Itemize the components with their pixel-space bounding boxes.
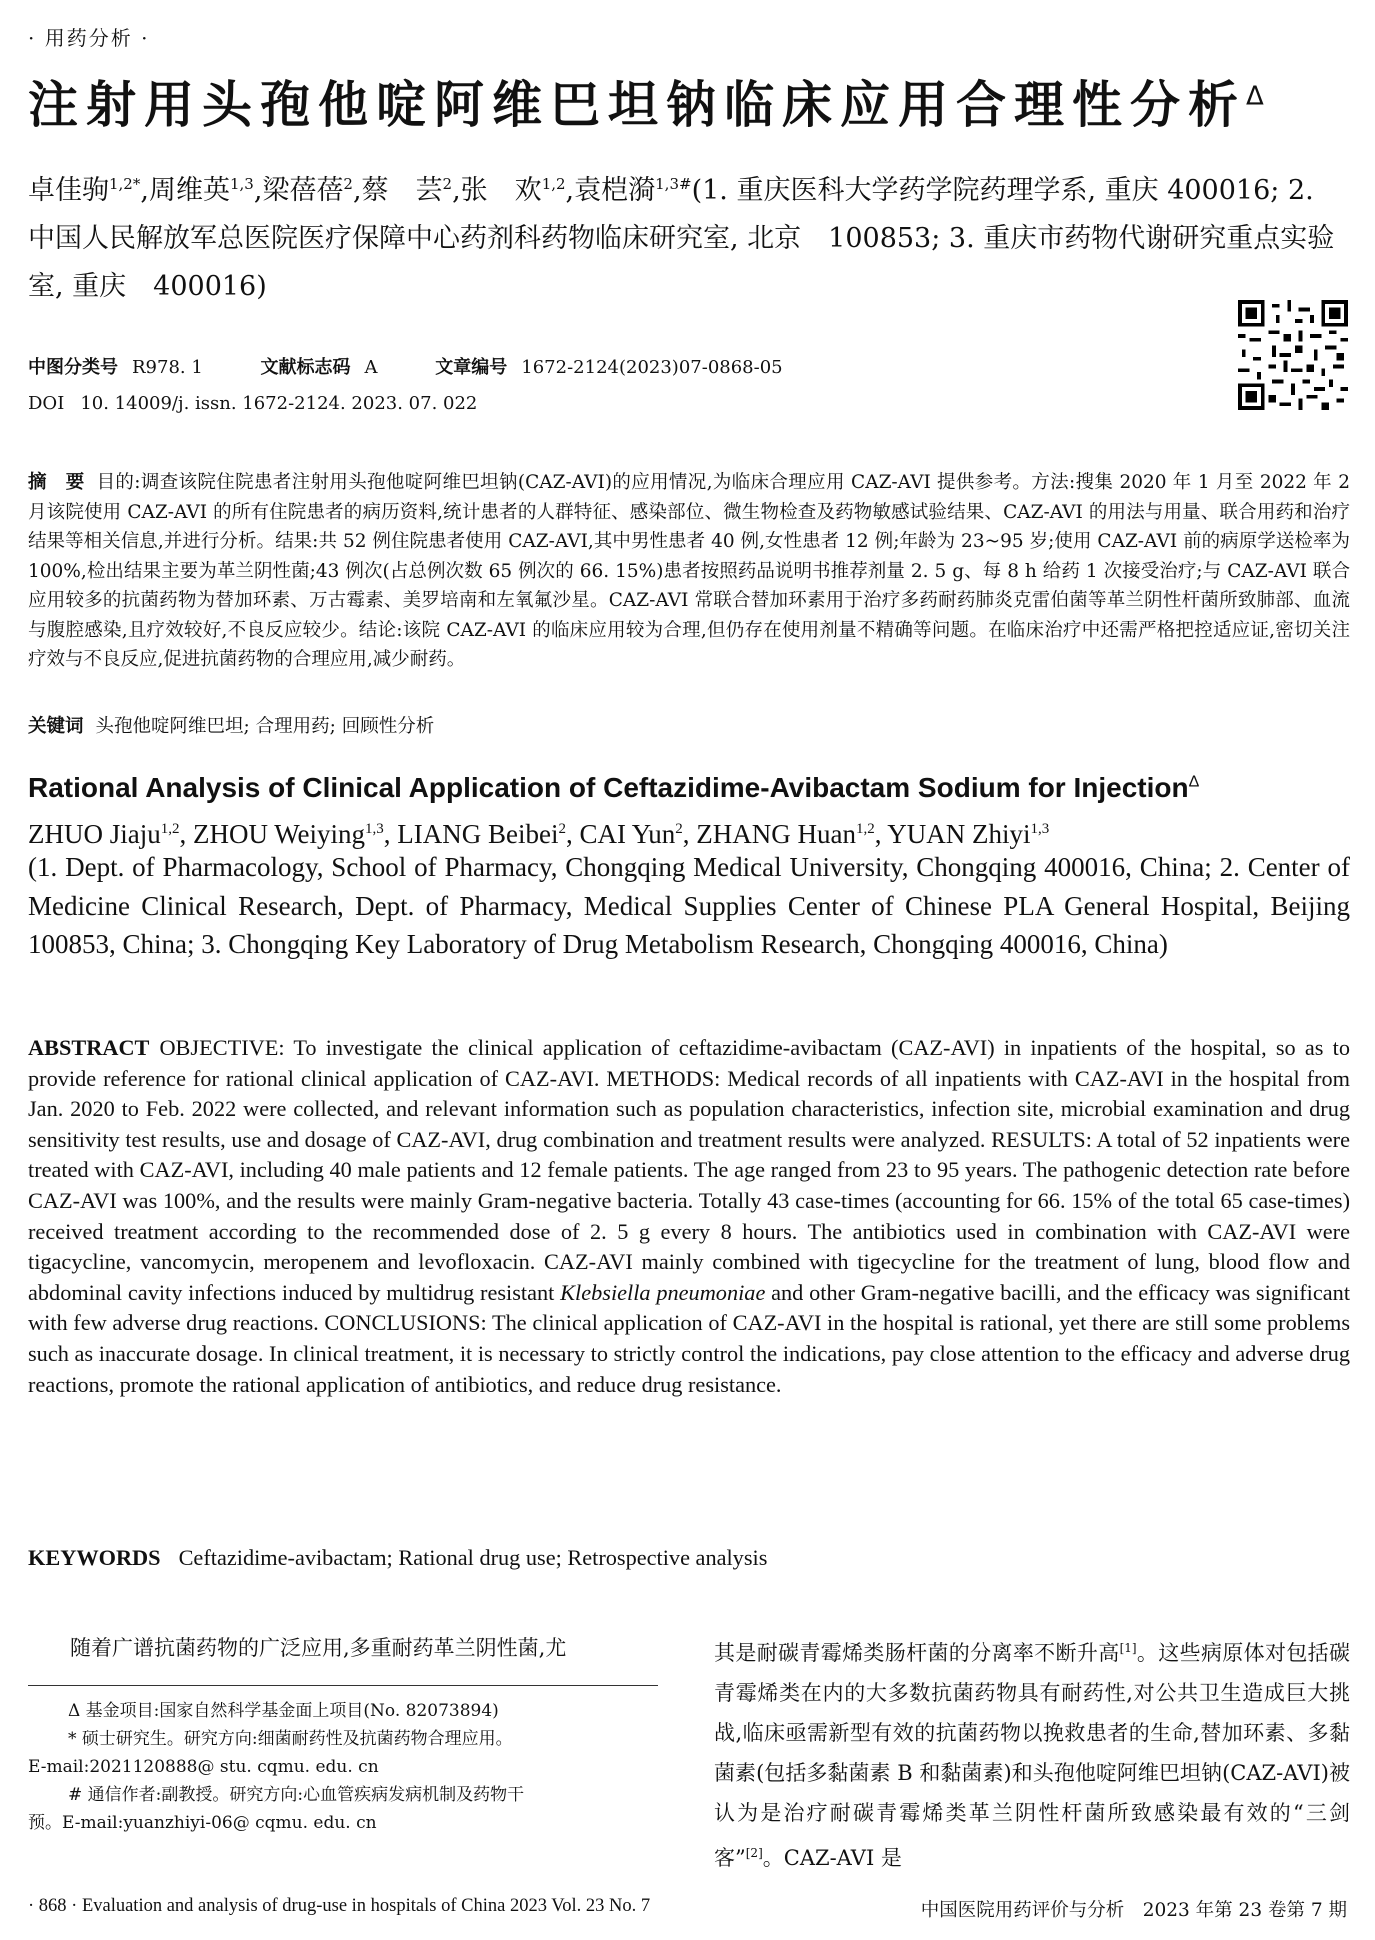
- footer-journal-en: · 868 · Evaluation and analysis of drug-use in hospitals of China 2023 Vol. 23 No. 7: [28, 1896, 651, 1916]
- affiliation-en: (1. Dept. of Pharmacology, School of Pharmacy, Chongqing Medical University, Chongqing 400016, China; 2. Center of Medicine Clinical Research, Dept. of Pharmacy, Medical Supplies Center of Chinese PLA General Hospital, Beijing 100853, China; 3. Chongqing Key Laboratory of Drug Metabolism Research, Chongqing 400016, China): [28, 852, 1350, 959]
- abstract-en-text-1: OBJECTIVE: To investigate the clinical application of ceftazidime-avibactam (CAZ-AVI) in inpatients of the hospital, so as to provide reference for rational clinical application of CAZ-AVI. METHODS: Medical records of all inpatients with CAZ-AVI in the hospital from Jan. 2020 to Feb. 2022 were collected, and relevant information such as population characteristics, infection site, microbial examination and drug sensitivity test results, use and dosage of CAZ-AVI, drug combination and treatment results were analyzed. RESULTS: A total of 52 inpatients were treated with CAZ-AVI, including 40 male patients and 12 female patients. The age ranged from 23 to 95 years. The pathogenic detection rate before CAZ-AVI was 100%, and the results were mainly Gram-negative bacteria. Totally 43 case-times (accounting for 66. 15% of the total 65 case-times) received treatment according to the recommended dose of 2. 5 g every 8 hours. The antibiotics used in combination with CAZ-AVI were tigacycline, vancomycin, meropenem and levofloxacin. CAZ-AVI mainly combined with tigecycline for the treatment of lung, blood flow and abdominal cavity infections induced by multidrug resistant: [28, 1035, 1350, 1305]
- doc-code-label: 文献标志码: [260, 357, 351, 378]
- footnote-corresponding-email: 预。E-mail:yuanzhiyi-06@ cqmu. edu. cn: [28, 1813, 377, 1833]
- keywords-en-label: KEYWORDS: [28, 1545, 161, 1570]
- author-en-5: , YUAN Zhiyi: [874, 819, 1031, 849]
- author-en-affil-mark-2: 2: [558, 821, 567, 837]
- footnote-first-author: * 硕士研究生。研究方向:细菌耐药性及抗菌药物合理应用。: [68, 1729, 513, 1749]
- title-footnote-mark: Δ: [1246, 81, 1272, 112]
- abstract-en: [28, 1033, 1350, 1400]
- abstract-cn: [28, 468, 1350, 675]
- english-title-text: Rational Analysis of Clinical Application of Ceftazidime-Avibactam Sodium for Injection: [28, 772, 1189, 803]
- keywords-cn-text: 头孢他啶阿维巴坦; 合理用药; 回顾性分析: [95, 716, 435, 737]
- abstract-cn-label: 摘 要: [28, 472, 85, 493]
- author-en-1: , ZHOU Weiying: [179, 819, 366, 849]
- body-right-text-3: 。CAZ-AVI 是: [762, 1846, 902, 1870]
- doi-value: 10. 14009/j. issn. 1672-2124. 2023. 07. 022: [80, 393, 478, 414]
- author-cn-5: ,袁桤漪: [565, 175, 656, 206]
- footnote-fund: Δ 基金项目:国家自然科学基金面上项目(No. 82073894): [68, 1701, 499, 1721]
- keywords-en-text: Ceftazidime-avibactam; Rational drug use; Retrospective analysis: [178, 1545, 768, 1570]
- affiliation-cn: (1. 重庆医科大学药学院药理学系, 重庆 400016; 2. 中国人民解放军总医院医疗保障中心药剂科药物临床研究室, 北京 100853; 3. 重庆市药物代谢研究重点实验室, 重庆 400016): [28, 175, 1335, 302]
- author-en-affil-mark-0: 1,2: [160, 821, 180, 837]
- keywords-cn: [28, 712, 1350, 738]
- footnotes: [28, 1697, 658, 1837]
- footnote-first-author-email: E-mail:2021120888@ stu. cqmu. edu. cn: [28, 1757, 379, 1777]
- author-cn-2: ,梁蓓蓓: [253, 175, 344, 206]
- abstract-en-text-2: and other Gram-negative bacilli, and the efficacy was significant with few adverse drug reactions. CONCLUSIONS: The clinical application of CAZ-AVI in the hospital is rational, yet there are still some problems such as inaccurate dosage. In clinical treatment, it is necessary to strictly control the indications, pay close attention to the efficacy and adverse drug reactions, promote the rational application of antibiotics, and reduce drug resistance.: [28, 1279, 1351, 1397]
- author-en-affil-mark-1: 1,3: [365, 821, 384, 837]
- author-cn-1: ,周维英: [140, 175, 230, 206]
- body-left-column: 随着广谱抗菌药物的广泛应用,多重耐药革兰阴性菌,尤: [70, 1636, 567, 1660]
- article-no-value: 1672-2124(2023)07-0868-05: [521, 357, 783, 378]
- abstract-en-species: Klebsiella pneumoniae: [560, 1279, 766, 1305]
- footnote-corresponding: # 通信作者:副教授。研究方向:心血管疾病发病机制及药物干: [68, 1785, 525, 1805]
- article-title-text: 注射用头孢他啶阿维巴坦钠临床应用合理性分析: [28, 76, 1246, 134]
- body-right-column: [714, 1628, 1350, 1878]
- article-title: [28, 78, 1348, 133]
- author-en-affil-mark-4: 1,2: [856, 821, 875, 837]
- doi-row: [28, 393, 477, 414]
- author-cn-4: ,张 欢: [452, 175, 542, 206]
- clc-label: 中图分类号: [28, 357, 118, 378]
- author-cn-0: 卓佳驹: [28, 175, 109, 206]
- abstract-en-label: ABSTRACT: [28, 1035, 150, 1060]
- citation-2[interactable]: [2]: [745, 1846, 763, 1860]
- english-title: [28, 772, 1350, 804]
- body-right-text-2: 。这些病原体对包括碳青霉烯类在内的大多数抗菌药物具有耐药性,对公共卫生造成巨大挑战,临床亟需新型有效的抗菌药物以挽救患者的生命,替加环素、多黏菌素(包括多黏菌素 B 和黏菌素)和头孢他啶阿维巴坦钠(CAZ-AVI)被认为是治疗耐碳青霉烯类革兰阴性杆菌所致感染最有效的“三剑客”: [714, 1641, 1351, 1870]
- author-en-0: ZHUO Jiaju: [28, 819, 161, 849]
- english-title-mark: Δ: [1188, 773, 1200, 791]
- authors-en: [28, 810, 1350, 853]
- keywords-cn-label: 关键词: [28, 716, 84, 737]
- author-cn-affil-mark-1: 1,3: [229, 175, 254, 193]
- section-tag: · 用药分析 ·: [28, 26, 150, 50]
- author-cn-affil-mark-0: 1,2*: [109, 175, 141, 193]
- footer-journal-cn: 中国医院用药评价与分析 2023 年第 23 卷第 7 期: [920, 1900, 1347, 1921]
- abstract-cn-text: 目的:调查该院住院患者注射用头孢他啶阿维巴坦钠(CAZ-AVI)的应用情况,为临床合理应用 CAZ-AVI 提供参考。方法:搜集 2020 年 1 月至 2022 年 2 月该院使用 CAZ-AVI 的所有住院患者的病历资料,统计患者的人群特征、感染部位、微生物检查及药物敏感试验结果、CAZ-AVI 的用法与用量、联合用药和治疗结果等相关信息,并进行分析。结果:共 52 例住院患者使用 CAZ-AVI,其中男性患者 40 例,女性患者 12 例;年龄为 23~95 岁;使用 CAZ-AVI 前的病原学送检率为 100%,检出结果主要为革兰阴性菌;43 例次(占总例次数 65 例次的 66. 15%)患者按照药品说明书推荐剂量 2. 5 g、每 8 h 给药 1 次接受治疗;与 CAZ-AVI 联合应用较多的抗菌药物为替加环素、万古霉素、美罗培南和左氧氟沙星。CAZ-AVI 常联合替加环素用于治疗多药耐药肺炎克雷伯菌等革兰阴性杆菌所致肺部、血流与腹腔感染,且疗效较好,不良反应较少。结论:该院 CAZ-AVI 的临床应用较为合理,但仍存在使用剂量不精确等问题。在临床治疗中还需严格把控适应证,密切关注疗效与不良反应,促进抗菌药物的合理应用,减少耐药。: [28, 472, 1350, 670]
- author-en-2: , LIANG Beibei: [383, 819, 559, 849]
- footnote-divider: [28, 1685, 658, 1686]
- doc-code-value: A: [364, 357, 378, 378]
- author-en-affil-mark-3: 2: [675, 821, 683, 837]
- keywords-en: [28, 1545, 1350, 1571]
- author-en-3: , CAI Yun: [566, 819, 676, 849]
- doi-label: DOI: [28, 393, 65, 414]
- author-cn-affil-mark-4: 1,2: [541, 175, 566, 193]
- classification-row: [28, 353, 797, 379]
- clc-value: R978. 1: [132, 357, 203, 378]
- article-no-label: 文章编号: [435, 357, 508, 378]
- qr-code-icon: [1238, 300, 1348, 410]
- author-cn-affil-mark-5: 1,3#: [655, 175, 692, 193]
- author-en-affil-mark-5: 1,3: [1030, 821, 1050, 837]
- citation-1[interactable]: [1]: [1119, 1641, 1137, 1655]
- authors-cn: [28, 160, 1348, 311]
- body-right-text-1: 其是耐碳青霉烯类肠杆菌的分离率不断升高: [714, 1641, 1120, 1665]
- author-cn-3: ,蔡 芸: [352, 175, 443, 206]
- author-en-4: , ZHANG Huan: [682, 819, 857, 849]
- author-list-cn: [28, 175, 692, 206]
- author-cn-affil-mark-2: 2: [343, 175, 353, 193]
- author-cn-affil-mark-3: 2: [442, 175, 453, 193]
